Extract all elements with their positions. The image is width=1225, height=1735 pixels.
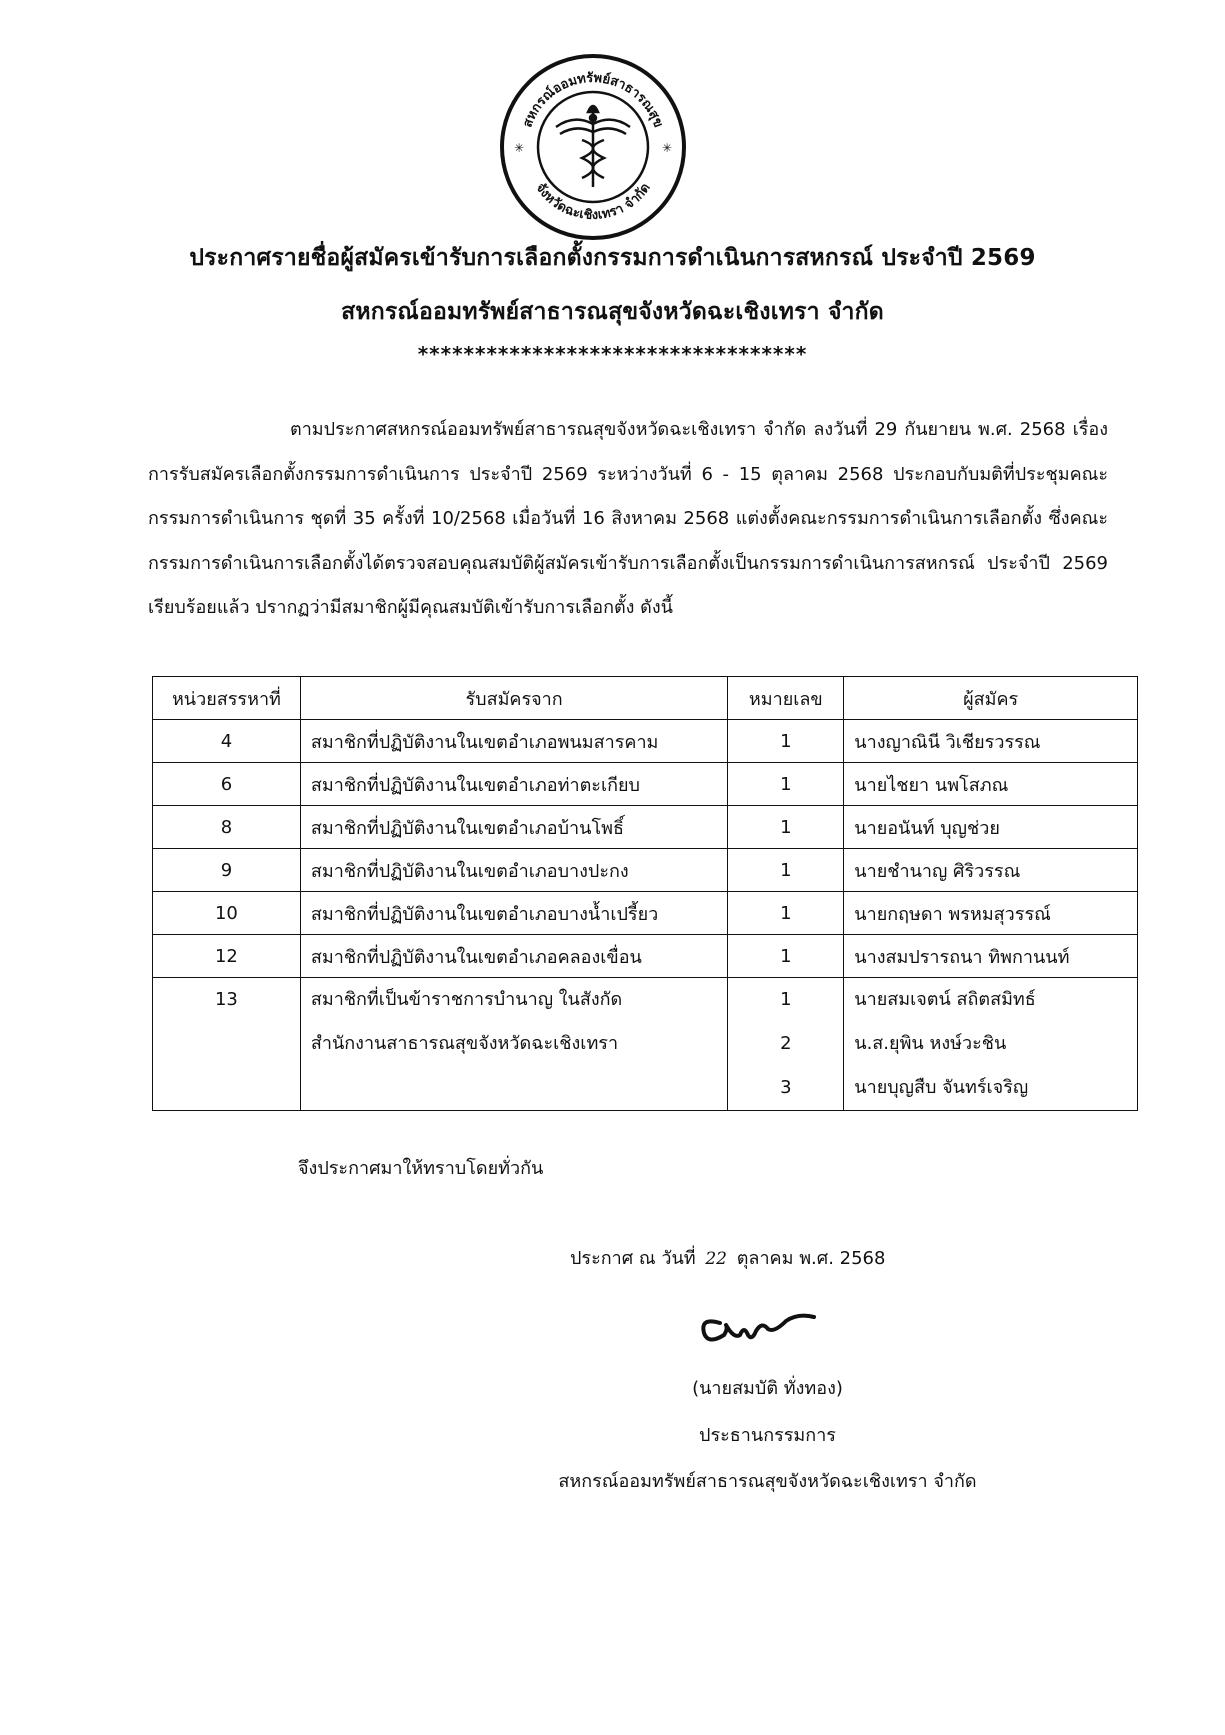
header-source: รับสมัครจาก <box>300 677 727 720</box>
source-cell: สมาชิกที่ปฏิบัติงานในเขตอำเภอพนมสารคาม <box>300 720 727 763</box>
organization-title: สหกรณ์ออมทรัพย์สาธารณสุขจังหวัดฉะเชิงเทรา จำกัด <box>341 299 884 325</box>
title-divider: ********************************** <box>417 342 808 366</box>
candidate-cell: นางสมปรารถนา ทิพกานนท์ <box>844 935 1138 978</box>
table-header-row <box>153 677 1138 720</box>
number-cell: 1 <box>728 806 844 849</box>
unit-value: 13 <box>214 989 238 1010</box>
candidate-name: นายบุญสืบ จันทร์เจริญ <box>854 1077 1029 1098</box>
source-cell: สมาชิกที่ปฏิบัติงานในเขตอำเภอคลองเขื่อน <box>300 935 727 978</box>
header-unit: หน่วยสรรหาที่ <box>153 677 301 720</box>
number-value: 1 <box>780 989 792 1010</box>
announcement-title: ประกาศรายชื่อผู้สมัครเข้ารับการเลือกตั้งกรรมการดำเนินการสหกรณ์ ประจำปี 2569 <box>189 245 1036 271</box>
source-cell: สมาชิกที่ปฏิบัติงานในเขตอำเภอบางน้ำเปรี้ยว <box>300 892 727 935</box>
candidates-table <box>152 676 1138 1111</box>
table-row <box>153 763 1138 806</box>
header-number: หมายเลข <box>728 677 844 720</box>
number-cell: 1 <box>728 892 844 935</box>
source-cell <box>300 978 727 1111</box>
source-cell: สมาชิกที่ปฏิบัติงานในเขตอำเภอบางปะกง <box>300 849 727 892</box>
number-cell: 1 <box>728 763 844 806</box>
table-row <box>153 849 1138 892</box>
table-row <box>153 892 1138 935</box>
unit-cell: 9 <box>153 849 301 892</box>
table-row-retired-unit <box>153 978 1138 1111</box>
svg-text:✳: ✳ <box>514 141 525 155</box>
number-value: 3 <box>780 1077 792 1098</box>
source-cell: สมาชิกที่ปฏิบัติงานในเขตอำเภอบ้านโพธิ์ <box>300 806 727 849</box>
date-suffix: ตุลาคม พ.ศ. 2568 <box>736 1248 886 1269</box>
table-row <box>153 935 1138 978</box>
candidate-cell: นายชำนาญ ศิริวรรณ <box>844 849 1138 892</box>
source-line: สมาชิกที่เป็นข้าราชการบำนาญ ในสังกัด <box>310 989 623 1010</box>
date-prefix: ประกาศ ณ วันที่ <box>570 1248 696 1269</box>
unit-cell: 4 <box>153 720 301 763</box>
table-row <box>153 720 1138 763</box>
unit-cell: 10 <box>153 892 301 935</box>
number-value: 2 <box>780 1033 792 1054</box>
announcement-body: ตามประกาศสหกรณ์ออมทรัพย์สาธารณสุขจังหวัดฉะเชิงเทรา จำกัด ลงวันที่ 29 กันยายน พ.ศ. 2568 เรื่อง การรับสมัครเลือกตั้งกรรมการดำเนินการ ประจำปี 2569 ระหว่างวันที่ 6 - 15 ตุลาคม 2568 ประกอบกับมติที่ประชุมคณะกรรมการดำเนินการ ชุดที่ 35 ครั้งที่ 10/2568 เมื่อวันที่ 16 สิงหาคม 2568 แต่งตั้งคณะกรรมการดำเนินการเลือกตั้ง ซึ่งคณะกรรมการดำเนินการเลือกตั้งได้ตรวจสอบคุณสมบัติผู้สมัครเข้ารับการเลือกตั้งเป็นกรรมการดำเนินการสหกรณ์ ประจำปี 2569 เรียบร้อยแล้ว ปรากฏว่ามีสมาชิกผู้มีคุณสมบัติเข้ารับการเลือกตั้ง ดังนี้ <box>148 419 1108 618</box>
number-cell: 1 <box>728 720 844 763</box>
signer-name: (นายสมบัติ ทั่งทอง) <box>692 1378 843 1399</box>
svg-text:✳: ✳ <box>662 141 673 155</box>
candidate-cell: นายอนันท์ บุญช่วย <box>844 806 1138 849</box>
seal-bottom-text: จังหวัดฉะเชิงเทรา จำกัด <box>532 180 654 224</box>
handwritten-signature <box>690 1295 825 1355</box>
announcement-date <box>570 1243 885 1272</box>
unit-cell: 6 <box>153 763 301 806</box>
signer-organization: สหกรณ์ออมทรัพย์สาธารณสุขจังหวัดฉะเชิงเทรา จำกัด <box>558 1471 977 1492</box>
candidate-name: น.ส.ยุพิน หงษ์วะชิน <box>854 1033 1007 1054</box>
date-day-handwritten: 22 <box>705 1249 727 1269</box>
table-row <box>153 806 1138 849</box>
number-cell: 1 <box>728 935 844 978</box>
unit-cell <box>153 978 301 1111</box>
candidate-name: นายสมเจตน์ สถิตสมิทธ์ <box>854 989 1036 1010</box>
closing-statement: จึงประกาศมาให้ทราบโดยทั่วกัน <box>298 1158 544 1179</box>
number-cell: 1 <box>728 849 844 892</box>
candidate-cell: นางญาณินี วิเชียรวรรณ <box>844 720 1138 763</box>
signer-position: ประธานกรรมการ <box>699 1425 836 1446</box>
cooperative-seal-logo <box>498 52 688 242</box>
unit-cell: 12 <box>153 935 301 978</box>
source-line: สำนักงานสาธารณสุขจังหวัดฉะเชิงเทรา <box>310 1033 619 1054</box>
header-candidate: ผู้สมัคร <box>844 677 1138 720</box>
candidate-cell: นายไชยา นพโสภณ <box>844 763 1138 806</box>
candidate-cell <box>844 978 1138 1111</box>
seal-top-text: สหกรณ์ออมทรัพย์สาธารณสุข <box>520 70 666 130</box>
number-cell <box>728 978 844 1111</box>
unit-cell: 8 <box>153 806 301 849</box>
source-cell: สมาชิกที่ปฏิบัติงานในเขตอำเภอท่าตะเกียบ <box>300 763 727 806</box>
caduceus-icon <box>556 106 630 187</box>
candidate-cell: นายกฤษดา พรหมสุวรรณ์ <box>844 892 1138 935</box>
